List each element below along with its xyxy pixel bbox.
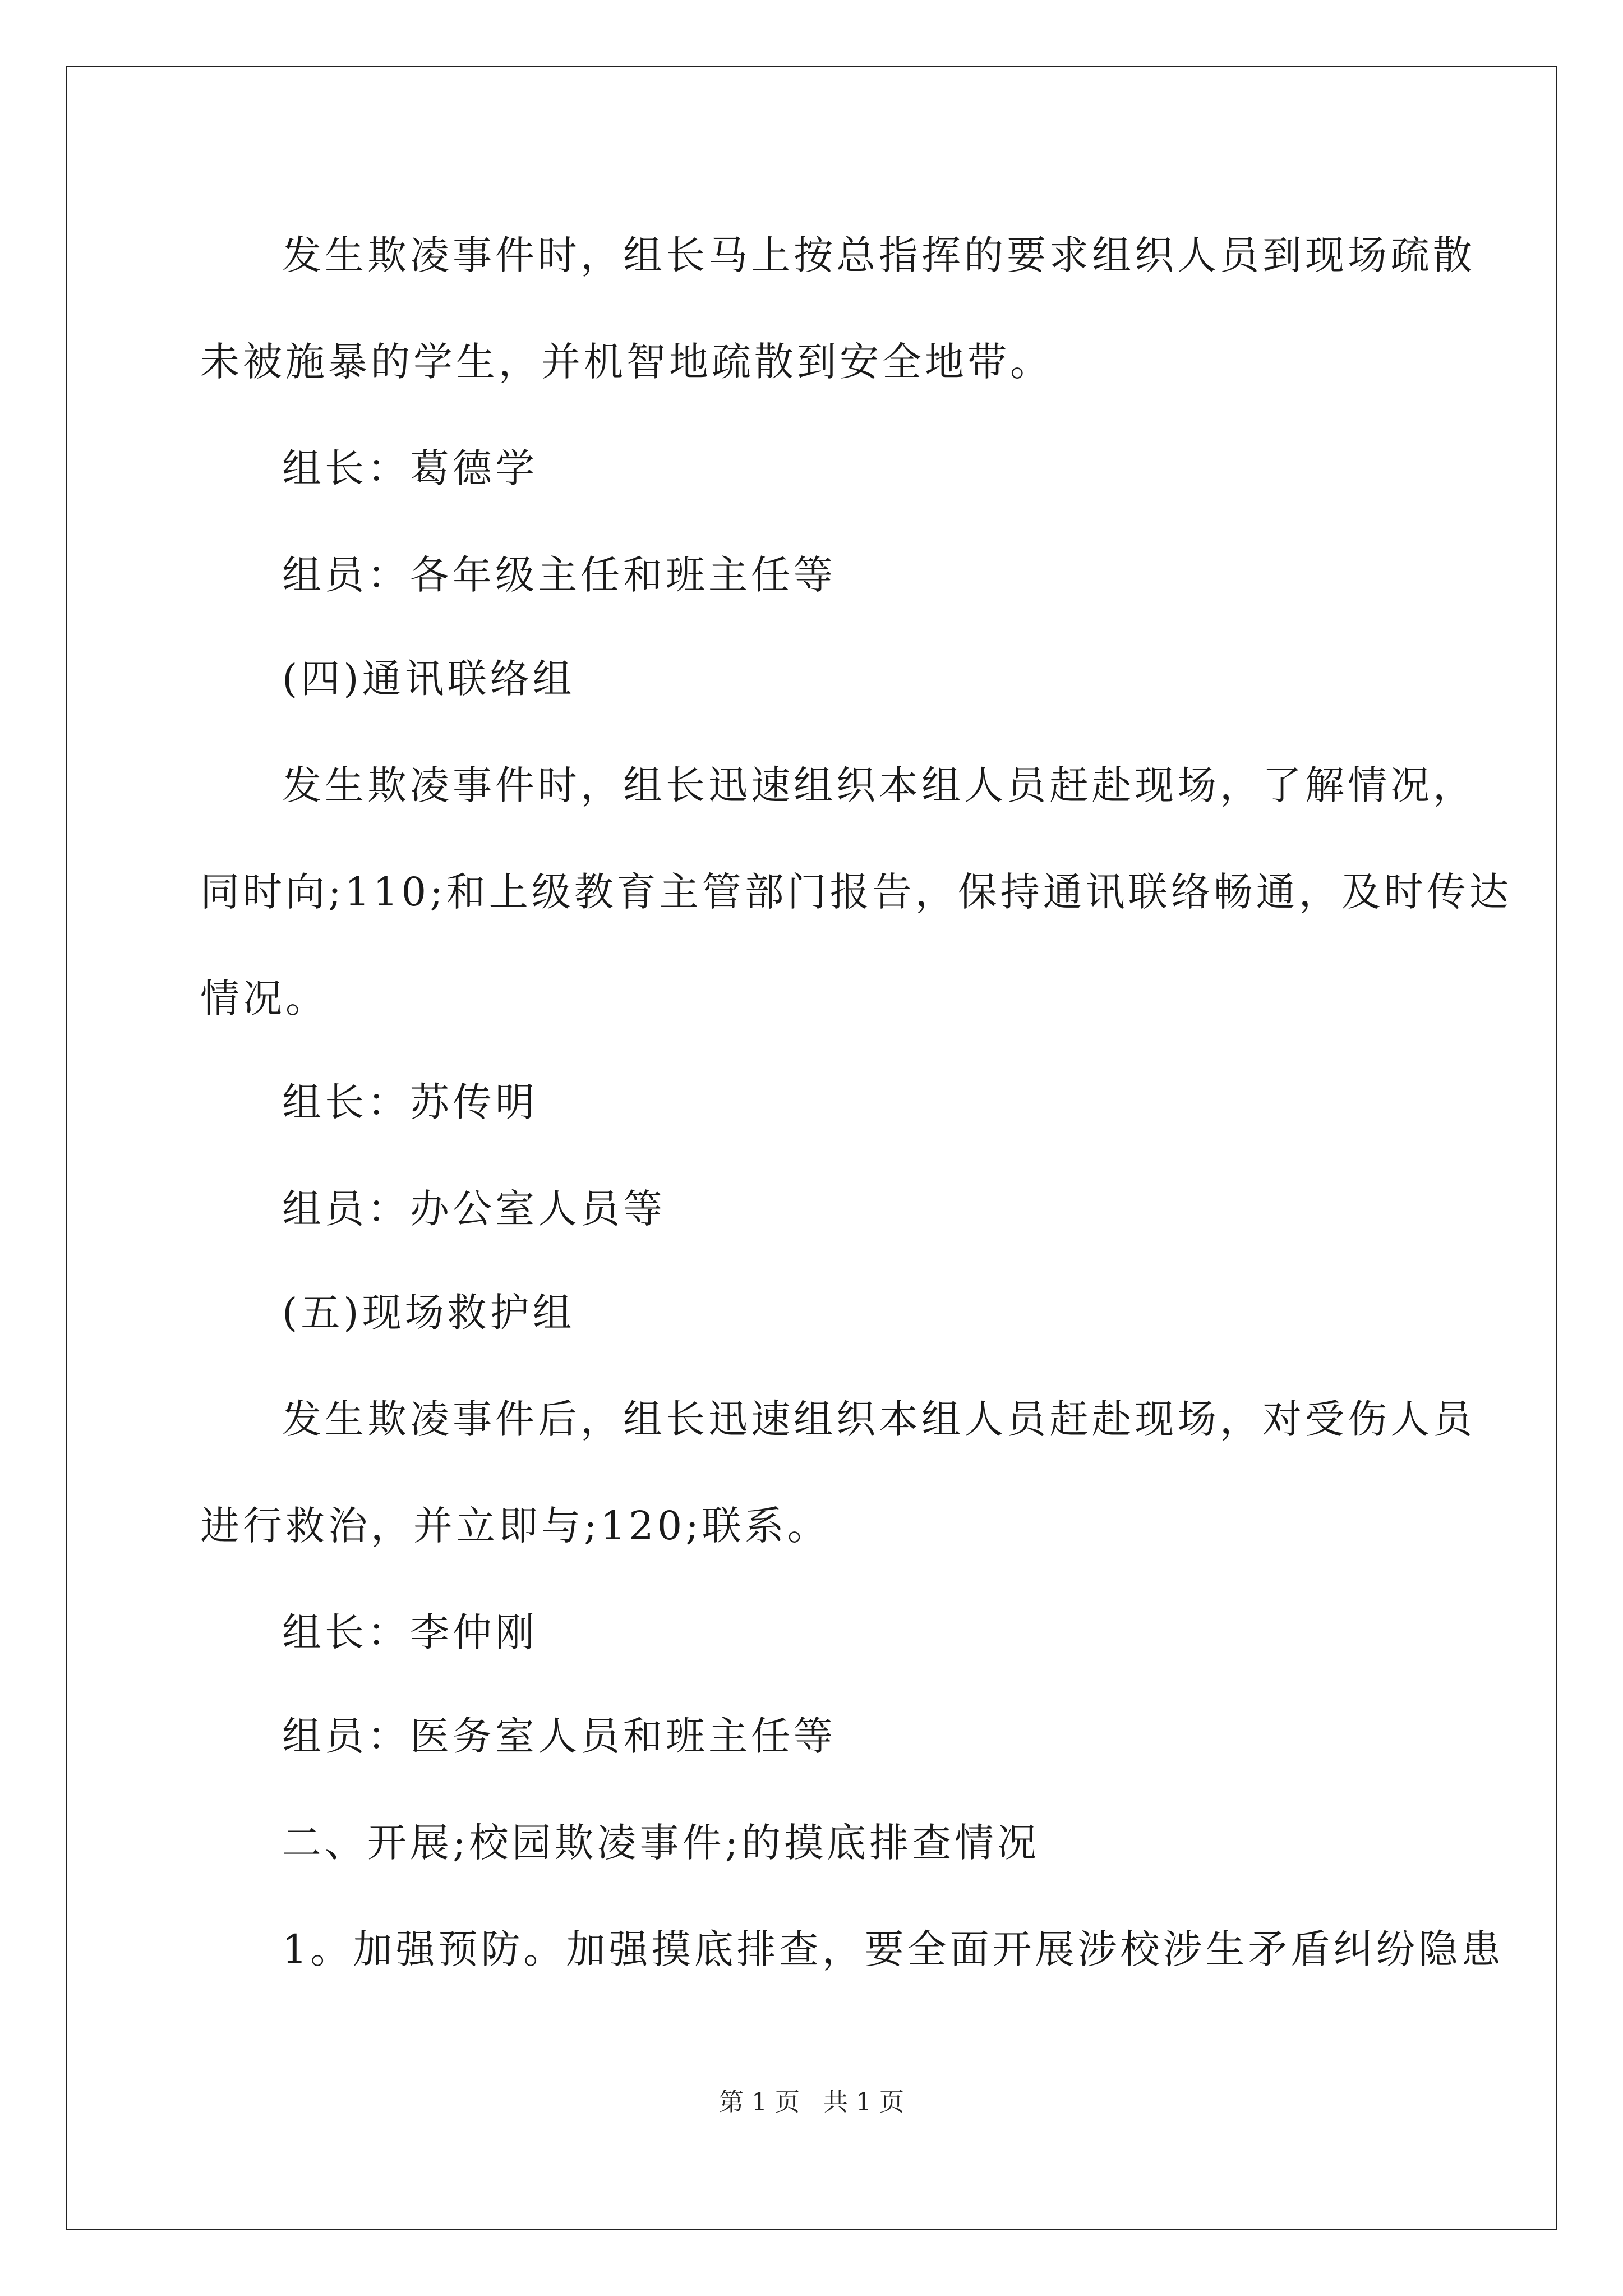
members-line: 组员：办公室人员等 [282, 1186, 666, 1232]
page-number-footer: 第 1 页 共 1 页 [719, 2088, 904, 2116]
paragraph-line: 未被施暴的学生，并机智地疏散到安全地带。 [200, 339, 1053, 385]
paragraph-line: 发生欺凌事件时，组长迅速组织本组人员赶赴现场，了解情况， [282, 762, 1476, 808]
members-line: 组员：医务室人员和班主任等 [282, 1713, 836, 1759]
section-heading: 二、开展;校园欺凌事件;的摸底排查情况 [282, 1820, 1040, 1866]
paragraph-line: 1。加强预防。加强摸底排查，要全面开展涉校涉生矛盾纠纷隐患 [282, 1926, 1504, 1972]
paragraph-line: 进行救治，并立即与;120;联系。 [200, 1503, 830, 1549]
paragraph-line: 同时向;110;和上级教育主管部门报告，保持通讯联络畅通，及时传达 [200, 869, 1512, 915]
section-heading: (四)通讯联络组 [282, 656, 575, 702]
paragraph-line: 发生欺凌事件时，组长马上按总指挥的要求组织人员到现场疏散 [282, 232, 1476, 278]
paragraph-line: 发生欺凌事件后，组长迅速组织本组人员赶赴现场，对受伤人员 [282, 1396, 1476, 1442]
paragraph-line: 情况。 [200, 976, 328, 1022]
leader-line: 组长：葛德学 [282, 445, 538, 491]
section-heading: (五)现场救护组 [282, 1290, 575, 1336]
members-line: 组员：各年级主任和班主任等 [282, 552, 836, 598]
leader-line: 组长：苏传明 [282, 1079, 538, 1125]
page-border [66, 66, 1557, 2230]
leader-line: 组长：李仲刚 [282, 1609, 538, 1655]
